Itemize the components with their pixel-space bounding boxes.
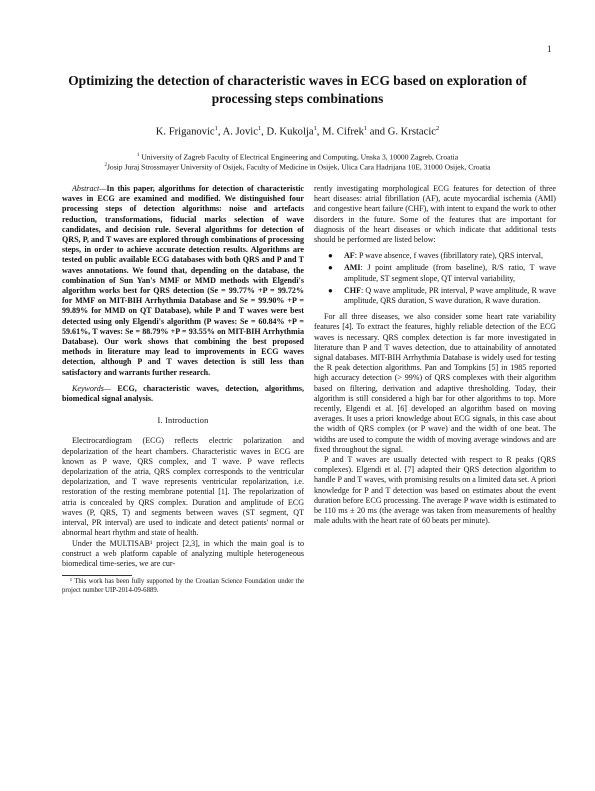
right-column: [314, 184, 556, 527]
list-item: [328, 263, 556, 283]
author-affiliation-mark: 1: [313, 125, 317, 132]
left-column: [62, 184, 304, 595]
bullet-icon: ●: [328, 285, 333, 295]
body-paragraph: Electrocardiogram (ECG) reflects electric polarization and depolarization of the heart chambers. Characteristic waves in ECG are known as P wave, QRS complex, and T wave. P wave reflects depolarization of the atria, QRS complex corresponds to the ventricular depolarization, and T wave represents ventricular repolarization, i.e. restoration of the resting membrane potential [1]. The repolarization of atria is concealed by QRS complex. Duration and amplitude of ECG waves (P, QRS, T) and segments between waves (ST segment, QT interval, PR interval) are used to indicate and detect patients' normal or abnormal heart rhythm and state of health.: [62, 436, 304, 538]
feature-text: : J point amplitude (from baseline), R/S ratio, T wave amplitude, ST segment slope, QT interval variability,: [344, 263, 556, 283]
footnote-rule: [62, 575, 132, 576]
keywords-lead: Keywords—: [72, 383, 112, 393]
feature-term: AMI: [344, 263, 361, 273]
affiliation-mark: 1: [136, 153, 140, 158]
keywords-text: ECG, characteristic waves, detection, algorithms, biomedical signal analysis.: [62, 383, 304, 404]
bullet-icon: ●: [328, 251, 333, 261]
author-name: G. Krstacic: [387, 126, 436, 138]
body-paragraph: P and T waves are usually detected with respect to R peaks (QRS complexes). Elgendi et al. [7] adapted their QRS detection algorithm to handle P and T waves, with promising results on a limited data set. A priori knowledge for P and T detection was based on estimates about the event duration before ECG processing. The average P wave width is estimated to be 110 ms ± 20 ms (the average was taken from measurements of healthy male adults with the heart rate of 60 beats per minute).: [314, 455, 556, 526]
author-name: D. Kukolja: [266, 126, 314, 138]
affiliation-text: University of Zagreb Faculty of Electrical Engineering and Computing, Unska 3, 10000 Zagreb, Croatia: [141, 152, 459, 162]
abstract-text: In this paper, algorithms for detection of characteristic waves in ECG are examined and modified. We distinguished four processing steps of detection algorithms: noise and artefacts reduction, transformations, fiducial marks selection of wave candidates, and decision rule. Several algorithms for detection of QRS, P, and T waves are explored through combinations of processing steps, in order to achieve accurate detection results. Algorithms are tested on public available ECG databases with both QRS and P and T waves annotations. We found that, depending on the database, the combination of Sun Yan's MMF or MMD methods with Elgendi's algorithm works best for QRS detection (Se = 99.77% +P = 99.72% for MMF on MIT-BIH Arrhythmia Database and Se = 99.90% +P = 99.89% for MMD on QT Database), while P and T waves were best detected using only Elgendi's algorithm (P waves: Se = 60.84% +P = 59.61%, T waves: Se = 88.79% +P = 93.55% on MIT-BIH Arrhythmia Database). Our work shows that combining the best proposed methods in literature may lead to improvements in ECG waves detection, although P and T waves detection is still less than satisfactory and warrants further research.: [62, 184, 304, 377]
author-list: K. Friganovic$^1$, A. Jovic$^1$, D. Kukolja$^1$, M. Cifrek$^1$ and G. Krstacic$^2$: [155, 125, 440, 138]
feature-term: AF: [344, 251, 355, 261]
feature-term: CHF: [344, 285, 361, 295]
author-affiliation-mark: 1: [363, 125, 368, 132]
section-heading: I. Introduction: [157, 416, 209, 426]
list-item: [328, 285, 556, 306]
affiliation-mark: 2: [104, 163, 107, 168]
feature-text: : Q wave amplitude, PR interval, P wave amplitude, R wave amplitude, QRS duration, S wave duration, R wave duration.: [344, 285, 556, 306]
author-name: K. Friganovic: [155, 126, 215, 138]
page-number: 1: [547, 44, 552, 54]
author-affiliation-mark: 1: [257, 125, 262, 132]
body-paragraph: For all three diseases, we also consider some heart rate variability features [4]. To extract the features, highly reliable detection of the ECG waves is necessary. QRS complex detection is far more investigated in literature than P and T waves detection, due to attainability of annotated signal databases. MIT-BIH Arrhythmia Database is widely used for testing the R peak detection algorithms. Pan and Tompkins [5] in 1985 reported high accuracy detection (> 99%) of QRS complexes with their algorithm based on filtering, derivation and adaptive thresholding. Today, their algorithm is still considered a high bar for other algorithms to top. More recently, Elgendi et al. [6] developed an algorithm based on moving averages. It uses a priori knowledge about ECG signals, in this case about the width of QRS complex (or P wave) and the width of one beat. The widths are used to compute the width of moving average windows and are fixed throughout the signal.: [314, 312, 556, 454]
list-item: [328, 251, 556, 261]
author-affiliation-mark: 1: [214, 125, 218, 132]
author-affiliation-mark: 2: [435, 125, 440, 132]
author-name: A. Jovic: [222, 126, 258, 138]
body-paragraph: Under the MULTISAB¹ project [2,3], in which the main goal is to construct a web platform capable of analyzing multiple heterogeneous biomedical time-series, we are cur-: [62, 538, 304, 568]
feature-list: [314, 251, 556, 306]
body-paragraph: rently investigating morphological ECG features for detection of three heart diseases: atrial fibrillation (AF), acute myocardial ischemia (AMI) and congestive heart failure (CHF), with intent to expand the work to other disorders in the future. Some of the features that are important for diagnosis of the heart diseases or which indicate that additional tests should be performed are listed below:: [314, 184, 556, 245]
footnote: ¹ This work has been fully supported by the Croatian Science Foundation under the project number UIP-2014-09-6889.: [62, 578, 304, 594]
keywords: [62, 384, 304, 404]
feature-text: : P wave absence, f waves (fibrillatory rate), QRS interval,: [354, 251, 544, 261]
abstract: [62, 184, 304, 378]
paper-title: Optimizing the detection of characteristic waves in ECG based on exploration of processing steps combinations: [68, 73, 527, 106]
author-name: M. Cifrek: [322, 126, 364, 138]
bullet-icon: ●: [328, 263, 333, 273]
abstract-lead: Abstract—: [72, 184, 107, 193]
affiliation: [20, 161, 575, 173]
affiliation-text: Josip Juraj Strossmayer University of Osijek, Faculty of Medicine in Osijek, Ulica Cara Hadrijana 10E, 31000 Osijek, Croatia: [106, 162, 491, 172]
